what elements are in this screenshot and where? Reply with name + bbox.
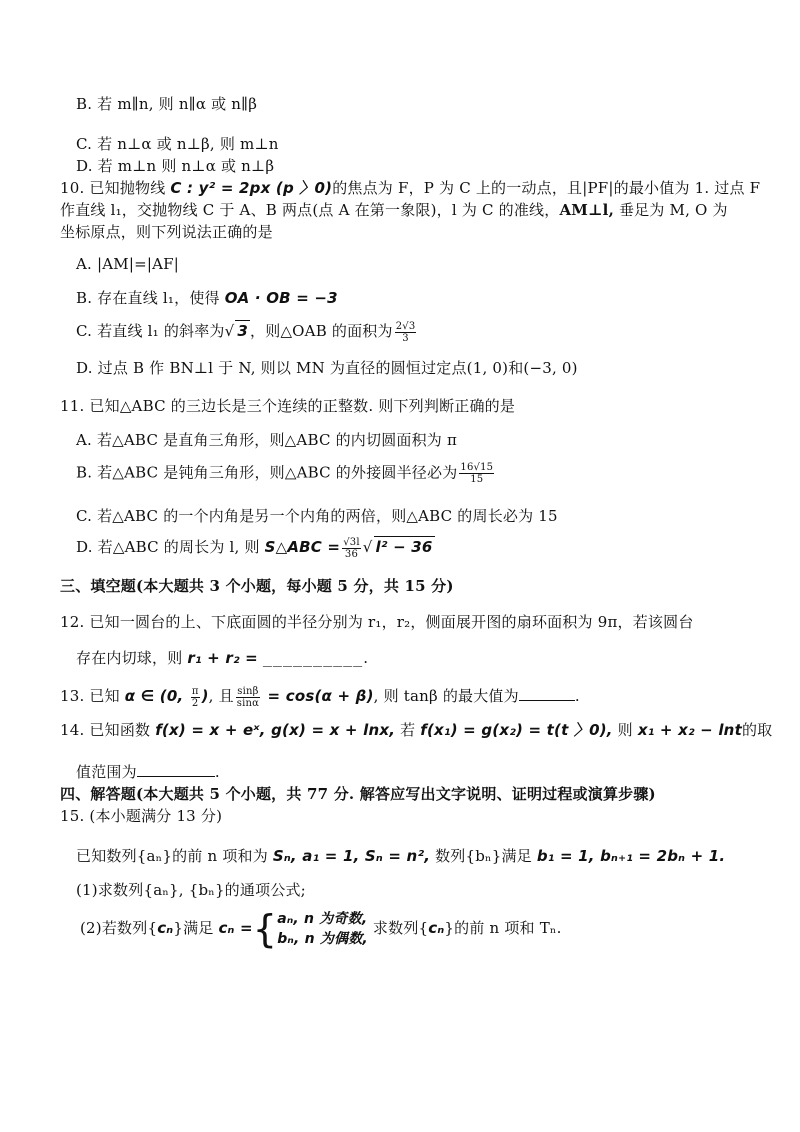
q10-option-d: D. 过点 B 作 BN⊥l 于 N, 则以 MN 为直径的圆恒过定点(1, 0)和(−3, 0) (76, 359, 578, 377)
q15-case-even: bₙ, n 为偶数, (277, 931, 368, 947)
q12-stem-line1: 12. 已知一圆台的上、下底面圆的半径分别为 r₁，r₂，侧面展开图的扇环面积为 9π，若该圆台 (60, 613, 694, 631)
q10-stem-text3: 垂足为 M, O 为 (614, 201, 728, 219)
q14-text4: 的取 (741, 721, 773, 739)
q15-part2-text3: 求数列{ (367, 919, 429, 937)
q10-stem-line3: 坐标原点，则下列说法正确的是 (60, 223, 273, 241)
q15-part2 (80, 903, 562, 953)
q14-functions: f(x) = x + eˣ, g(x) = x + lnx, (155, 721, 396, 739)
q15-cn2: cₙ (428, 919, 445, 937)
q12-text: 存在内切球，则 (76, 649, 188, 667)
section4-title: 四、解答题(本大题共 5 个小题，共 77 分. 解答应写出文字说明、证明过程或演算步骤) (60, 785, 656, 803)
q15-cn: cₙ (157, 919, 174, 937)
q11-option-b-text: B. 若△ABC 是钝角三角形，则△ABC 的外接圆半径必为 (76, 463, 458, 482)
q15-stem-text2: 数列{bₙ}满足 (430, 847, 537, 865)
q15-part2-text: (2)若数列{ (80, 919, 158, 937)
fraction-denominator: 2 (191, 697, 199, 709)
q9-option-d: D. 若 m⊥n 则 n⊥α 或 n⊥β (76, 157, 275, 175)
q15-piecewise-cases (277, 909, 368, 949)
q15-part2-text2: }满足 (173, 919, 219, 937)
q15-cn-lhs: cₙ = (218, 919, 253, 937)
fraction-denominator: 36 (344, 548, 359, 560)
q10-slope-sqrt: 3 (237, 322, 249, 340)
q11-area-symbol: S△ABC = (264, 538, 341, 556)
q14-text3: 则 (612, 721, 638, 739)
q12-formula: r₁ + r₂ = (187, 649, 258, 667)
q14-stem-line2 (76, 760, 220, 782)
q14-end: . (214, 763, 220, 781)
q13-answer-blank[interactable] (519, 684, 575, 701)
q15-sn-formula: Sₙ, a₁ = 1, Sₙ = n², (272, 847, 431, 865)
q14-range-text: 值范围为 (76, 763, 137, 781)
fraction-denominator: sinα (236, 697, 260, 709)
q14-text2: 若 (395, 721, 421, 739)
fraction-numerator: √3l (343, 536, 360, 548)
fraction-denominator: 3 (402, 332, 409, 344)
fraction-numerator: π (191, 685, 199, 697)
q13-text3: , 则 tanβ 的最大值为 (373, 687, 519, 705)
q13-range-close: ) (201, 687, 209, 705)
section3-title: 三、填空题(本大题共 3 个小题，每小题 5 分，共 15 分) (60, 577, 454, 595)
q15-part2-text4: }的前 n 项和 Tₙ. (444, 919, 562, 937)
q15-stem-text: 已知数列{aₙ}的前 n 项和为 (76, 847, 273, 865)
q11-radius-fraction (459, 462, 494, 485)
fraction-denominator: 15 (470, 474, 484, 485)
q9-option-c: C. 若 n⊥α 或 n⊥β, 则 m⊥n (76, 135, 279, 153)
q11-option-b (76, 462, 496, 485)
q12-stem-line2 (76, 648, 368, 668)
piecewise-brace-icon: { (252, 907, 278, 951)
q10-stem-line1 (60, 178, 760, 198)
q13-end: . (574, 687, 580, 705)
q13-pi-fraction (191, 686, 200, 709)
q10-option-c-text2: ，则△OAB 的面积为 (250, 322, 393, 340)
q9-option-b: B. 若 m∥n, 则 n∥α 或 n∥β (76, 95, 258, 113)
q10-option-c-text: C. 若直线 l₁ 的斜率为 (76, 322, 225, 340)
q10-option-b-text: B. 存在直线 l₁，使得 (76, 289, 225, 307)
q14-condition: f(x₁) = g(x₂) = t(t 〉0), (420, 721, 613, 739)
q11-area-sqrt: l² − 36 (375, 538, 433, 556)
q11-option-a: A. 若△ABC 是直角三角形，则△ABC 的内切圆面积为 π (76, 431, 458, 449)
q15-bn-formula: b₁ = 1, bₙ₊₁ = 2bₙ + 1. (536, 847, 726, 865)
q12-answer-blank[interactable]: __________ (262, 649, 364, 667)
q10-vector-formula: OA · OB = −3 (224, 289, 338, 307)
q14-label: 14. 已知函数 (60, 721, 156, 739)
q11-option-d: D. 若△ABC 的周长为 l, 则 S△ABC = $\frac{√3l}{36}$ √ l² − 36 (76, 536, 433, 560)
q13-alpha-range: α ∈ (0, (124, 687, 189, 705)
q10-parabola-formula: C : y² = 2px (p 〉0) (170, 179, 333, 197)
q15-stem (76, 846, 725, 866)
q15-case-odd: aₙ, n 为奇数, (277, 911, 368, 927)
q15-header: 15. (本小题满分 13 分) (60, 807, 223, 825)
q10-option-c: C. 若直线 l₁ 的斜率为√ 3 ，则△OAB 的面积为 $\frac{2√3}{3}$ (76, 320, 416, 344)
q11-stem: 11. 已知△ABC 的三边长是三个连续的正整数. 则下列判断正确的是 (60, 397, 516, 415)
q13-cos-formula: = cos(α + β) (262, 687, 374, 705)
q10-label: 10. 已知抛物线 (60, 179, 171, 197)
fraction-numerator: 2√3 (395, 320, 416, 332)
q10-stem-text: 的焦点为 F，P 为 C 上的一动点，且|PF|的最小值为 1. 过点 F (332, 179, 761, 197)
q11-option-d-text: D. 若△ABC 的周长为 l, 则 (76, 538, 265, 556)
q14-expression: x₁ + x₂ − lnt (637, 721, 742, 739)
q10-area-fraction (395, 321, 417, 344)
q13-stem (60, 684, 580, 709)
q15-part1: (1)求数列{aₙ}, {bₙ}的通项公式; (76, 881, 306, 899)
q13-text2: , 且 (208, 687, 234, 705)
q14-stem-line1 (60, 720, 772, 740)
q11-option-c: C. 若△ABC 的一个内角是另一个内角的两倍，则△ABC 的周长必为 15 (76, 507, 558, 525)
q10-stem-text2: 作直线 l₁，交抛物线 C 于 A、B 两点(点 A 在第一象限)，l 为 C 的准线， (60, 201, 560, 219)
q10-option-b (76, 288, 338, 308)
q13-label: 13. 已知 (60, 687, 125, 705)
q10-stem-line2 (60, 200, 728, 220)
q14-answer-blank[interactable] (137, 760, 215, 777)
fraction-numerator: sinβ (237, 685, 259, 697)
q11-area-fraction (342, 537, 361, 560)
q13-sin-fraction (236, 686, 260, 709)
fraction-numerator: 16√15 (460, 462, 494, 473)
q10-option-a: A. |AM|=|AF| (76, 255, 179, 273)
q10-perp-formula: AM⊥l, (559, 201, 614, 219)
q12-end: . (363, 649, 369, 667)
